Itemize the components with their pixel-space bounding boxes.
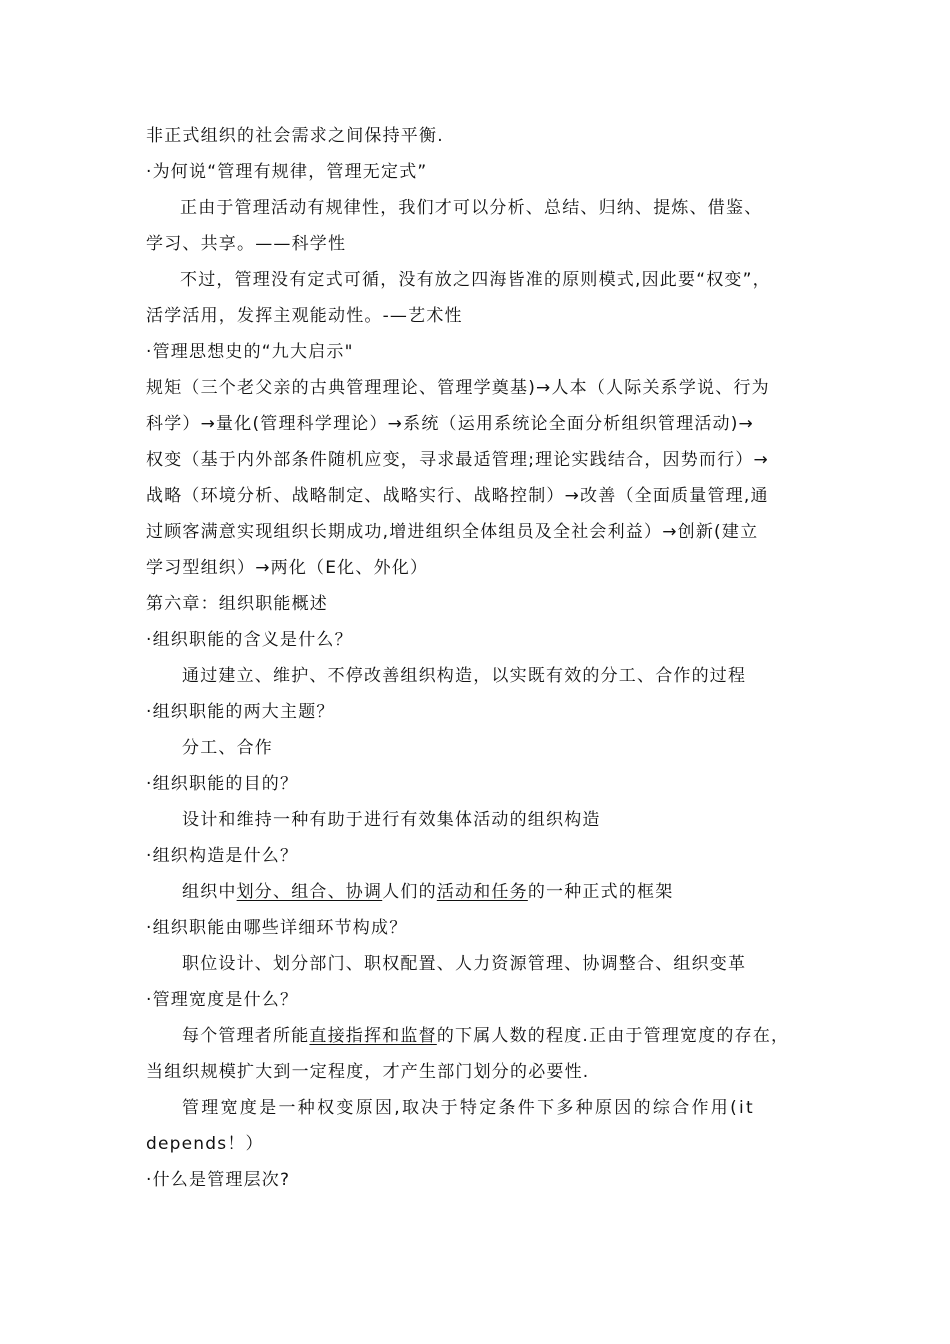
- question-heading: ·组织职能的两大主题？: [146, 702, 335, 722]
- question-heading: ·组织构造是什么？: [146, 846, 299, 866]
- answer-line: 通过建立、维护、不停改善组织构造，以实既有效的分工、合作的过程: [182, 666, 747, 686]
- question-heading: ·为何说“管理有规律，管理无定式”: [146, 162, 428, 182]
- paragraph-line: 正由于管理活动有规律性，我们才可以分析、总结、归纳、提炼、借鉴、: [180, 198, 763, 218]
- paragraph-line: 不过，管理没有定式可循，没有放之四海皆准的原则模式,因此要“权变”，: [180, 270, 771, 290]
- answer-text: 的下属人数的程度.正由于管理宽度的存在，: [436, 1026, 790, 1046]
- answer-text: 每个管理者所能: [182, 1026, 310, 1046]
- question-heading: ·什么是管理层次?: [146, 1170, 291, 1190]
- paragraph-line: 战略（环境分析、战略制定、战略实行、战略控制）→改善（全面质量管理,通: [146, 486, 769, 506]
- answer-text: 组织中: [182, 882, 237, 902]
- paragraph-line: depends！）: [146, 1134, 264, 1154]
- answer-line: 职位设计、划分部门、职权配置、人力资源管理、协调整合、组织变革: [182, 954, 747, 974]
- paragraph-line: 非正式组织的社会需求之间保持平衡.: [146, 126, 444, 146]
- paragraph-line: 当组织规模扩大到一定程度，才产生部门划分的必要性.: [146, 1062, 590, 1082]
- question-heading: ·管理思想史的“九大启示": [146, 342, 354, 362]
- paragraph-line: 学习型组织）→两化（E化、外化）: [146, 558, 429, 578]
- answer-text: 的一种正式的框架: [527, 882, 674, 902]
- paragraph-line: 规矩（三个老父亲的古典管理理论、管理学奠基)→人本（人际关系学说、行为: [146, 378, 770, 398]
- chapter-heading: 第六章：组织职能概述: [146, 594, 328, 614]
- question-heading: ·组织职能的含义是什么？: [146, 630, 353, 650]
- underlined-text: 活动和任务: [436, 882, 528, 902]
- paragraph-line: 权变（基于内外部条件随机应变，寻求最适管理;理论实践结合，因势而行）→: [146, 450, 769, 470]
- question-heading: ·管理宽度是什么？: [146, 990, 299, 1010]
- answer-line: [182, 880, 673, 904]
- paragraph-line: 活学活用，发挥主观能动性。-—艺术性: [146, 306, 463, 326]
- paragraph-line: 管理宽度是一种权变原因,取决于特定条件下多种原因的综合作用(it: [182, 1098, 756, 1118]
- answer-line: [182, 1024, 789, 1048]
- answer-line: 设计和维持一种有助于进行有效集体活动的组织构造: [182, 810, 601, 830]
- paragraph-line: 学习、共享。——科学性: [146, 234, 347, 254]
- paragraph-line: 过顾客满意实现组织长期成功,增进组织全体组员及全社会利益）→创新(建立: [146, 522, 759, 542]
- underlined-text: 划分、组合、协调: [236, 882, 383, 902]
- question-heading: ·组织职能由哪些详细环节构成？: [146, 918, 408, 938]
- answer-text: 人们的: [382, 882, 437, 902]
- answer-line: 分工、合作: [182, 738, 273, 758]
- question-heading: ·组织职能的目的？: [146, 774, 299, 794]
- paragraph-line: 科学）→量化(管理科学理论）→系统（运用系统论全面分析组织管理活动)→: [146, 414, 754, 434]
- underlined-text: 直接指挥和监督: [309, 1026, 437, 1046]
